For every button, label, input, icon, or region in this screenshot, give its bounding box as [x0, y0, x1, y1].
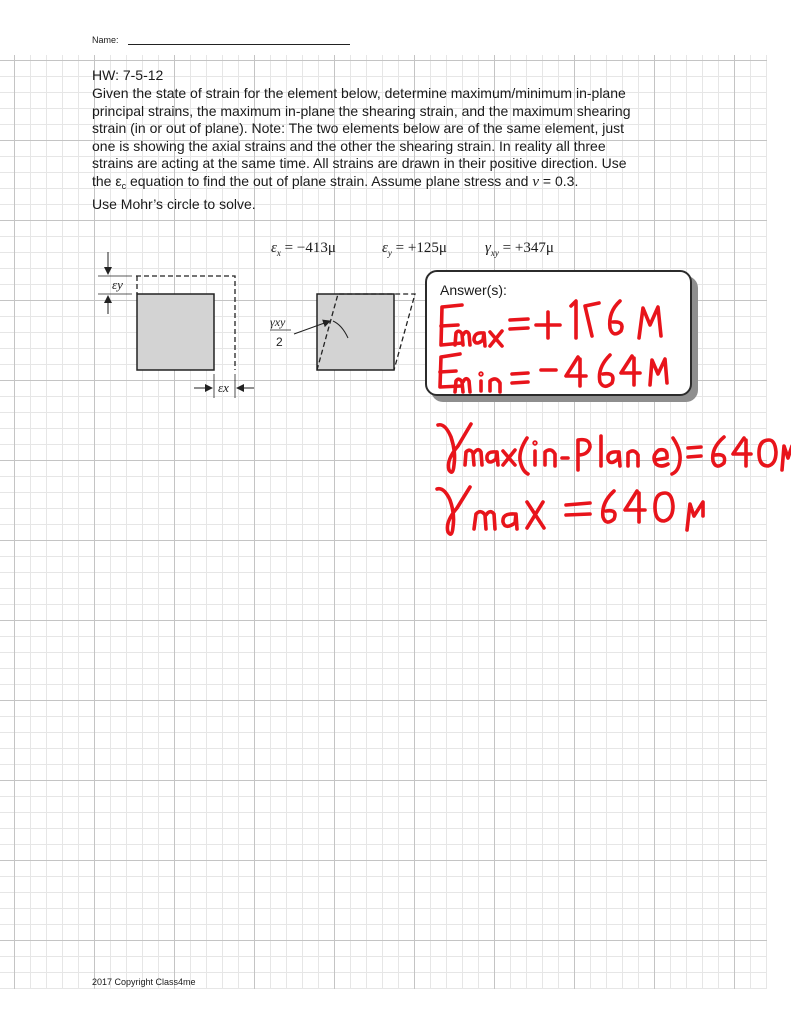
problem-line: Use Mohr’s circle to solve. [92, 195, 256, 212]
problem-line: Given the state of strain for the element below, determine maximum/minimum in-plane [92, 85, 626, 101]
homework-title: HW: 7-5-12 [92, 67, 164, 83]
given-shear-strain: $\gamma_{xy} = +347\mu$ [485, 240, 554, 258]
gamma-label: γxy [270, 315, 286, 329]
problem-line: the $\varepsilon_c$ equation to find the out of plane strain. Assume plane stress and ν = 0.3. [92, 172, 579, 191]
handwritten-gamma-max [437, 487, 703, 534]
given-strain-y: $\varepsilon_y = +125\mu$ [382, 240, 447, 258]
copyright-footer: 2017 Copyright Class4me [92, 977, 196, 987]
answer-label: Answer(s): [440, 282, 507, 298]
problem-line: strains are acting at the same time. All strains are drawn in their positive direction. Use [92, 155, 627, 172]
problem-line: principal strains, the maximum in-plane the shearing strain, and the maximum shearing [92, 102, 631, 119]
handwritten-gamma-max-in-plane [438, 424, 791, 474]
name-label: Name: [92, 35, 119, 45]
handwritten-emax [441, 301, 661, 346]
given-strain-x: $\varepsilon_x = -413\mu$ [271, 240, 336, 258]
ey-label: εy [112, 277, 123, 292]
handwritten-emin [440, 354, 667, 392]
gamma-denominator: 2 [276, 335, 283, 349]
problem-line: strain (in or out of plane). Note: The two elements below are of the same element, just [92, 120, 625, 137]
problem-line: one is showing the axial strains and the other the shearing strain. In reality all three [92, 137, 606, 154]
ex-label: εx [218, 380, 229, 395]
